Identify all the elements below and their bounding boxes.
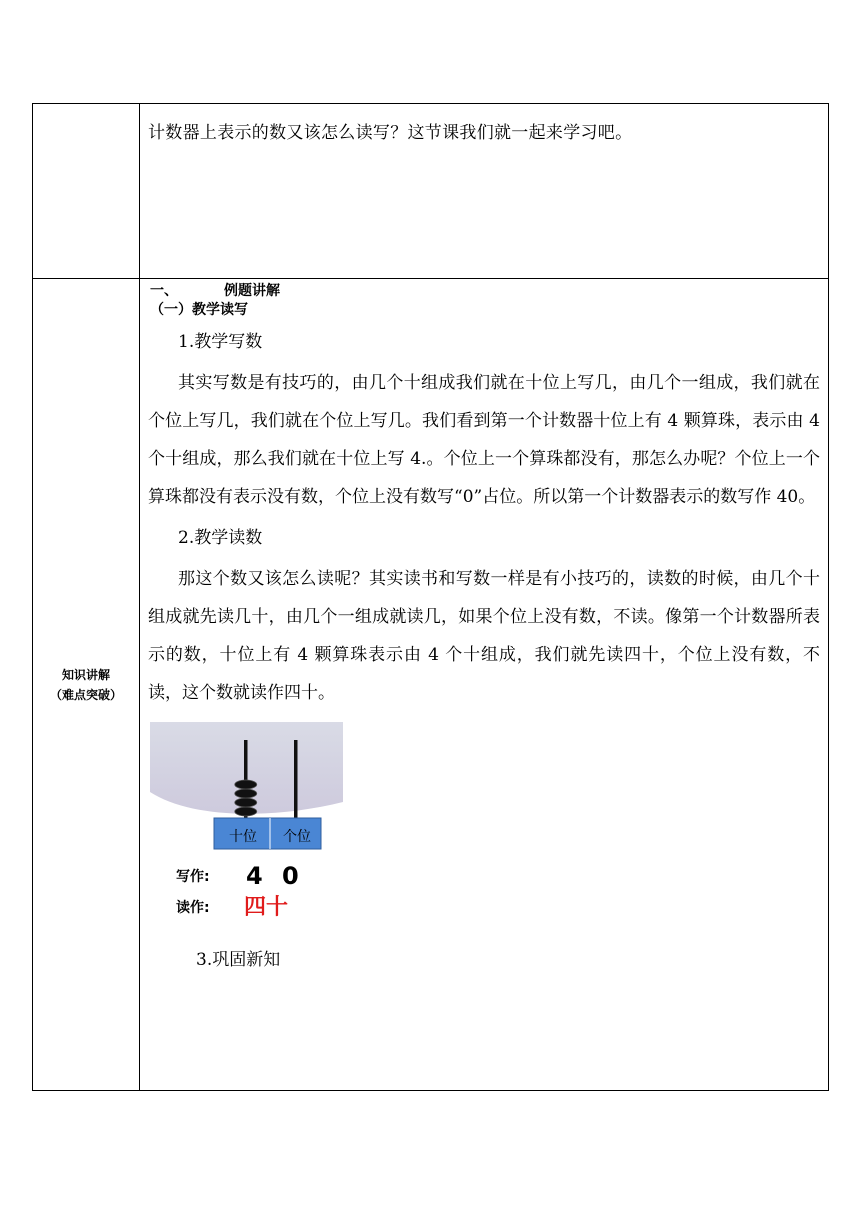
paragraph-reading: 那这个数又该怎么读呢？其实读书和写数一样是有小技巧的，读数的时候，由几个十组成就先读几十，由几个一组成就读几，如果个位上没有数，不读。像第一个计数器所表示的数，十位上有 4 颗算珠表示由 4 个十组成，我们就先读四十，个位上没有数，不读，这个数就读作四十。 bbox=[148, 569, 820, 703]
knowledge-row bbox=[33, 279, 829, 1091]
heading-example-text: 例题讲解 bbox=[224, 283, 280, 299]
tens-bead bbox=[235, 789, 257, 798]
heading-example-number: 一、 bbox=[150, 283, 178, 299]
ones-rod bbox=[294, 740, 298, 818]
read-label: 读作: bbox=[176, 900, 210, 916]
write-tens-digit: 4 bbox=[246, 862, 263, 890]
heading-example bbox=[150, 283, 820, 300]
read-value: 四十 bbox=[244, 895, 289, 920]
intro-label-cell bbox=[33, 104, 140, 279]
section-label-line1: 知识讲解 bbox=[61, 667, 110, 682]
section-label bbox=[33, 665, 139, 705]
section-label-line2: （难点突破） bbox=[49, 687, 122, 702]
intro-text: 计数器上表示的数又该怎么读写？这节课我们就一起来学习吧。 bbox=[148, 123, 633, 143]
intro-row bbox=[33, 104, 829, 279]
tens-bead bbox=[235, 780, 257, 789]
ones-place-label: 个位 bbox=[283, 829, 311, 845]
write-ones-digit: 0 bbox=[282, 862, 299, 890]
subheading-reading: 2.教学读数 bbox=[178, 528, 263, 548]
heading-reading-writing: （一）教学读写 bbox=[150, 302, 248, 318]
knowledge-content-cell bbox=[140, 279, 829, 1091]
write-label: 写作: bbox=[176, 869, 210, 885]
tens-place-label: 十位 bbox=[229, 829, 257, 845]
knowledge-label-cell bbox=[33, 279, 140, 1091]
tens-bead bbox=[235, 807, 257, 816]
knowledge-content bbox=[140, 279, 828, 972]
intro-content-cell bbox=[140, 104, 829, 279]
abacus-figure bbox=[150, 722, 345, 922]
subheading-writing: 1.教学写数 bbox=[178, 332, 263, 352]
lesson-table bbox=[32, 103, 829, 1091]
tens-bead bbox=[235, 798, 257, 807]
subheading-practice: 3.巩固新知 bbox=[196, 950, 281, 970]
paragraph-writing: 其实写数是有技巧的，由几个十组成我们就在十位上写几，由几个一组成，我们就在个位上写几，我们就在个位上写几。我们看到第一个计数器十位上有 4 颗算珠，表示由 4 个十组成，那么我们就在十位上写 4.。个位上一个算珠都没有，那怎么办呢？个位上一个算珠都没有表示没有数，个位上没有数写“0”占位。所以第一个计数器表示的数写作 40。 bbox=[148, 373, 820, 507]
